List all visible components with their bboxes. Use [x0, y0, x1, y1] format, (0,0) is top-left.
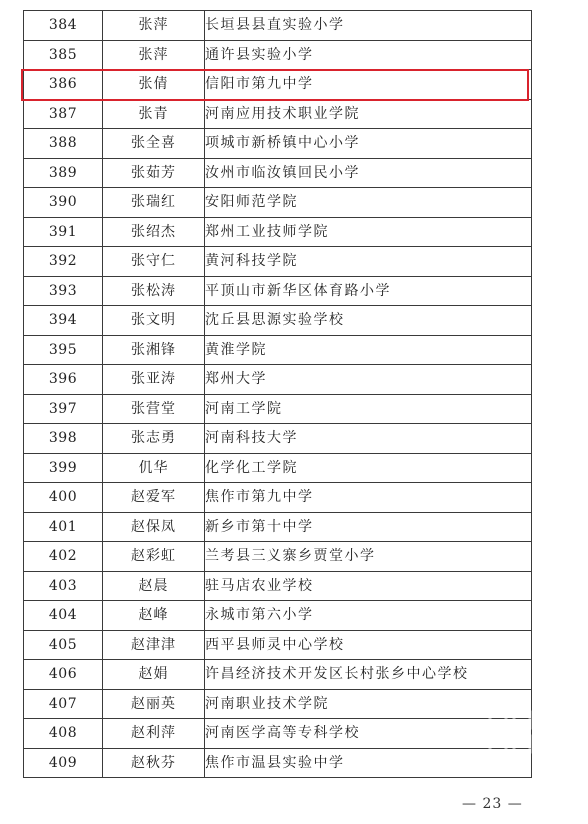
row-number-cell: 408 — [24, 719, 103, 749]
name-cell: 张湘锋 — [103, 335, 205, 365]
name-cell: 张松涛 — [103, 276, 205, 306]
row-number-cell: 393 — [24, 276, 103, 306]
table-row — [24, 453, 532, 483]
row-number-cell: 404 — [24, 601, 103, 631]
page-number: — 23 — — [462, 796, 523, 812]
row-number-cell: 409 — [24, 748, 103, 778]
unit-cell: 许昌经济技术开发区长村张乡中心学校 — [205, 660, 532, 690]
row-number-cell: 398 — [24, 424, 103, 454]
row-number-cell: 390 — [24, 188, 103, 218]
table-row — [24, 11, 532, 41]
unit-cell: 通许县实验小学 — [205, 40, 532, 70]
table-row — [24, 188, 532, 218]
row-number-cell: 397 — [24, 394, 103, 424]
unit-cell: 河南医学高等专科学校 — [205, 719, 532, 749]
roster-table-body — [24, 11, 532, 778]
unit-cell: 河南应用技术职业学院 — [205, 99, 532, 129]
table-row-highlighted — [24, 70, 532, 100]
unit-cell: 兰考县三义寨乡贾堂小学 — [205, 542, 532, 572]
table-row — [24, 660, 532, 690]
table-row — [24, 512, 532, 542]
unit-cell: 新乡市第十中学 — [205, 512, 532, 542]
table-row — [24, 276, 532, 306]
name-cell: 赵津津 — [103, 630, 205, 660]
table-row — [24, 365, 532, 395]
unit-cell: 项城市新桥镇中心小学 — [205, 129, 532, 159]
unit-cell: 汝州市临汝镇回民小学 — [205, 158, 532, 188]
unit-cell: 郑州工业技师学院 — [205, 217, 532, 247]
unit-cell: 郑州大学 — [205, 365, 532, 395]
name-cell: 赵峰 — [103, 601, 205, 631]
name-cell: 张青 — [103, 99, 205, 129]
unit-cell: 信阳市第九中学 — [205, 70, 532, 100]
name-cell: 张营堂 — [103, 394, 205, 424]
row-number-cell: 385 — [24, 40, 103, 70]
row-number-cell: 386 — [24, 70, 103, 100]
name-cell: 张倩 — [103, 70, 205, 100]
unit-cell: 黄河科技学院 — [205, 247, 532, 277]
name-cell: 张瑞红 — [103, 188, 205, 218]
table-row — [24, 306, 532, 336]
watermark-logo-icon — [484, 706, 540, 782]
name-cell: 张萍 — [103, 11, 205, 41]
row-number-cell: 387 — [24, 99, 103, 129]
name-cell: 赵彩虹 — [103, 542, 205, 572]
row-number-cell: 388 — [24, 129, 103, 159]
unit-cell: 西平县师灵中心学校 — [205, 630, 532, 660]
row-number-cell: 384 — [24, 11, 103, 41]
row-number-cell: 396 — [24, 365, 103, 395]
unit-cell: 长垣县县直实验小学 — [205, 11, 532, 41]
row-number-cell: 394 — [24, 306, 103, 336]
name-cell: 赵丽英 — [103, 689, 205, 719]
name-cell: 赵爱军 — [103, 483, 205, 513]
unit-cell: 河南科技大学 — [205, 424, 532, 454]
roster-table — [23, 10, 532, 778]
name-cell: 赵娟 — [103, 660, 205, 690]
table-row — [24, 719, 532, 749]
row-number-cell: 407 — [24, 689, 103, 719]
unit-cell: 平顶山市新华区体育路小学 — [205, 276, 532, 306]
name-cell: 赵保凤 — [103, 512, 205, 542]
name-cell: 赵秋芬 — [103, 748, 205, 778]
row-number-cell: 405 — [24, 630, 103, 660]
name-cell: 张文明 — [103, 306, 205, 336]
table-row — [24, 483, 532, 513]
unit-cell: 永城市第六小学 — [205, 601, 532, 631]
unit-cell: 河南工学院 — [205, 394, 532, 424]
table-row — [24, 217, 532, 247]
name-cell: 张志勇 — [103, 424, 205, 454]
table-row — [24, 601, 532, 631]
table-row — [24, 247, 532, 277]
unit-cell: 安阳师范学院 — [205, 188, 532, 218]
table-row — [24, 40, 532, 70]
row-number-cell: 401 — [24, 512, 103, 542]
table-row — [24, 394, 532, 424]
row-number-cell: 403 — [24, 571, 103, 601]
row-number-cell: 389 — [24, 158, 103, 188]
row-number-cell: 399 — [24, 453, 103, 483]
table-row — [24, 129, 532, 159]
name-cell: 赵利萍 — [103, 719, 205, 749]
name-cell: 赵晨 — [103, 571, 205, 601]
row-number-cell: 395 — [24, 335, 103, 365]
table-row — [24, 571, 532, 601]
row-number-cell: 402 — [24, 542, 103, 572]
unit-cell: 驻马店农业学校 — [205, 571, 532, 601]
name-cell: 张萍 — [103, 40, 205, 70]
unit-cell: 沈丘县思源实验学校 — [205, 306, 532, 336]
roster-sheet — [23, 10, 530, 778]
table-row — [24, 630, 532, 660]
table-row — [24, 424, 532, 454]
row-number-cell: 392 — [24, 247, 103, 277]
table-row — [24, 158, 532, 188]
table-row — [24, 689, 532, 719]
row-number-cell: 391 — [24, 217, 103, 247]
table-row — [24, 335, 532, 365]
row-number-cell: 406 — [24, 660, 103, 690]
name-cell: 张守仁 — [103, 247, 205, 277]
name-cell: 张亚涛 — [103, 365, 205, 395]
unit-cell: 焦作市第九中学 — [205, 483, 532, 513]
name-cell: 仉华 — [103, 453, 205, 483]
unit-cell: 黄淮学院 — [205, 335, 532, 365]
name-cell: 张茹芳 — [103, 158, 205, 188]
unit-cell: 化学化工学院 — [205, 453, 532, 483]
table-row — [24, 748, 532, 778]
row-number-cell: 400 — [24, 483, 103, 513]
name-cell: 张全喜 — [103, 129, 205, 159]
unit-cell: 河南职业技术学院 — [205, 689, 532, 719]
unit-cell: 焦作市温县实验中学 — [205, 748, 532, 778]
table-row — [24, 542, 532, 572]
table-row — [24, 99, 532, 129]
name-cell: 张绍杰 — [103, 217, 205, 247]
